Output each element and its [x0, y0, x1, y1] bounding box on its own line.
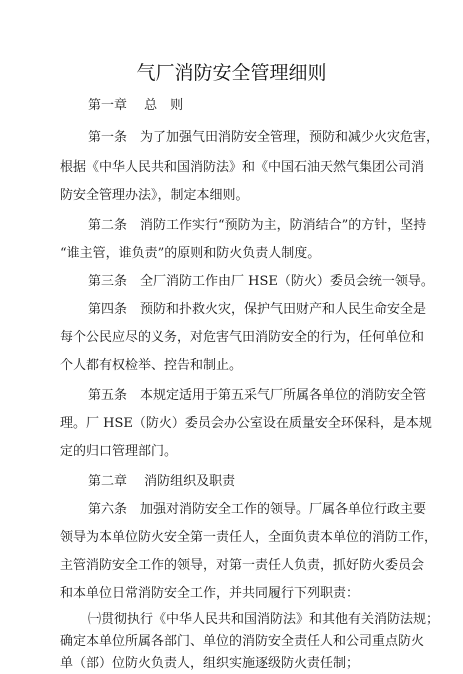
chapter-heading: 第二章 消防组织及职责 — [88, 474, 236, 489]
paragraph-line: 定的归口管理部门。 — [60, 444, 178, 459]
paragraph-line: 第一条 为了加强气田消防安全管理，预防和减少火灾危害， — [88, 130, 440, 145]
document-title: 气厂消防安全管理细则 — [136, 62, 327, 84]
paragraph-line: 第二条 消防工作实行“预防为主，防消结合”的方针，坚持 — [88, 218, 427, 233]
paragraph-line: 个人都有权检举、控告和制止。 — [60, 358, 243, 373]
paragraph-line: 第五条 本规定适用于第五采气厂所属各单位的消防安全管 — [88, 388, 427, 403]
chapter-heading: 第一章 总 则 — [88, 98, 184, 113]
list-item-line: 单（部）位防火负责人，组织实施逐级防火责任制； — [60, 656, 360, 671]
paragraph-line: 和本单位日常消防安全工作，并共同履行下列职责： — [60, 586, 360, 601]
list-item-line: ㈠贯彻执行《中华人民共和国消防法》和其他有关消防法规； — [88, 612, 440, 627]
paragraph-line: 第三条 全厂消防工作由厂 HSE（防火）委员会统一领导。 — [88, 274, 434, 289]
paragraph-line: 主管消防安全工作的领导，对第一责任人负责，抓好防火委员会 — [60, 558, 425, 573]
paragraph-line: 领导为本单位防火安全第一责任人，全面负责本单位的消防工作， — [60, 530, 438, 545]
paragraph-line: “谁主管，谁负责”的原则和防火负责人制度。 — [60, 246, 321, 261]
paragraph-line: 第四条 预防和扑救火灾，保护气田财产和人民生命安全是 — [88, 302, 427, 317]
list-item-line: 确定本单位所属各部门、单位的消防安全责任人和公司重点防火 — [60, 634, 425, 649]
paragraph-line: 根据《中华人民共和国消防法》和《中国石油天然气集团公司消 — [60, 160, 425, 175]
paragraph-line: 理。厂 HSE（防火）委员会办公室设在质量安全环保科，是本规 — [60, 416, 432, 431]
paragraph-line: 第六条 加强对消防安全工作的领导。厂属各单位行政主要 — [88, 502, 427, 517]
paragraph-line: 每个公民应尽的义务，对危害气田消防安全的行为，任何单位和 — [60, 330, 425, 345]
paragraph-line: 防安全管理办法》，制定本细则。 — [60, 188, 249, 203]
